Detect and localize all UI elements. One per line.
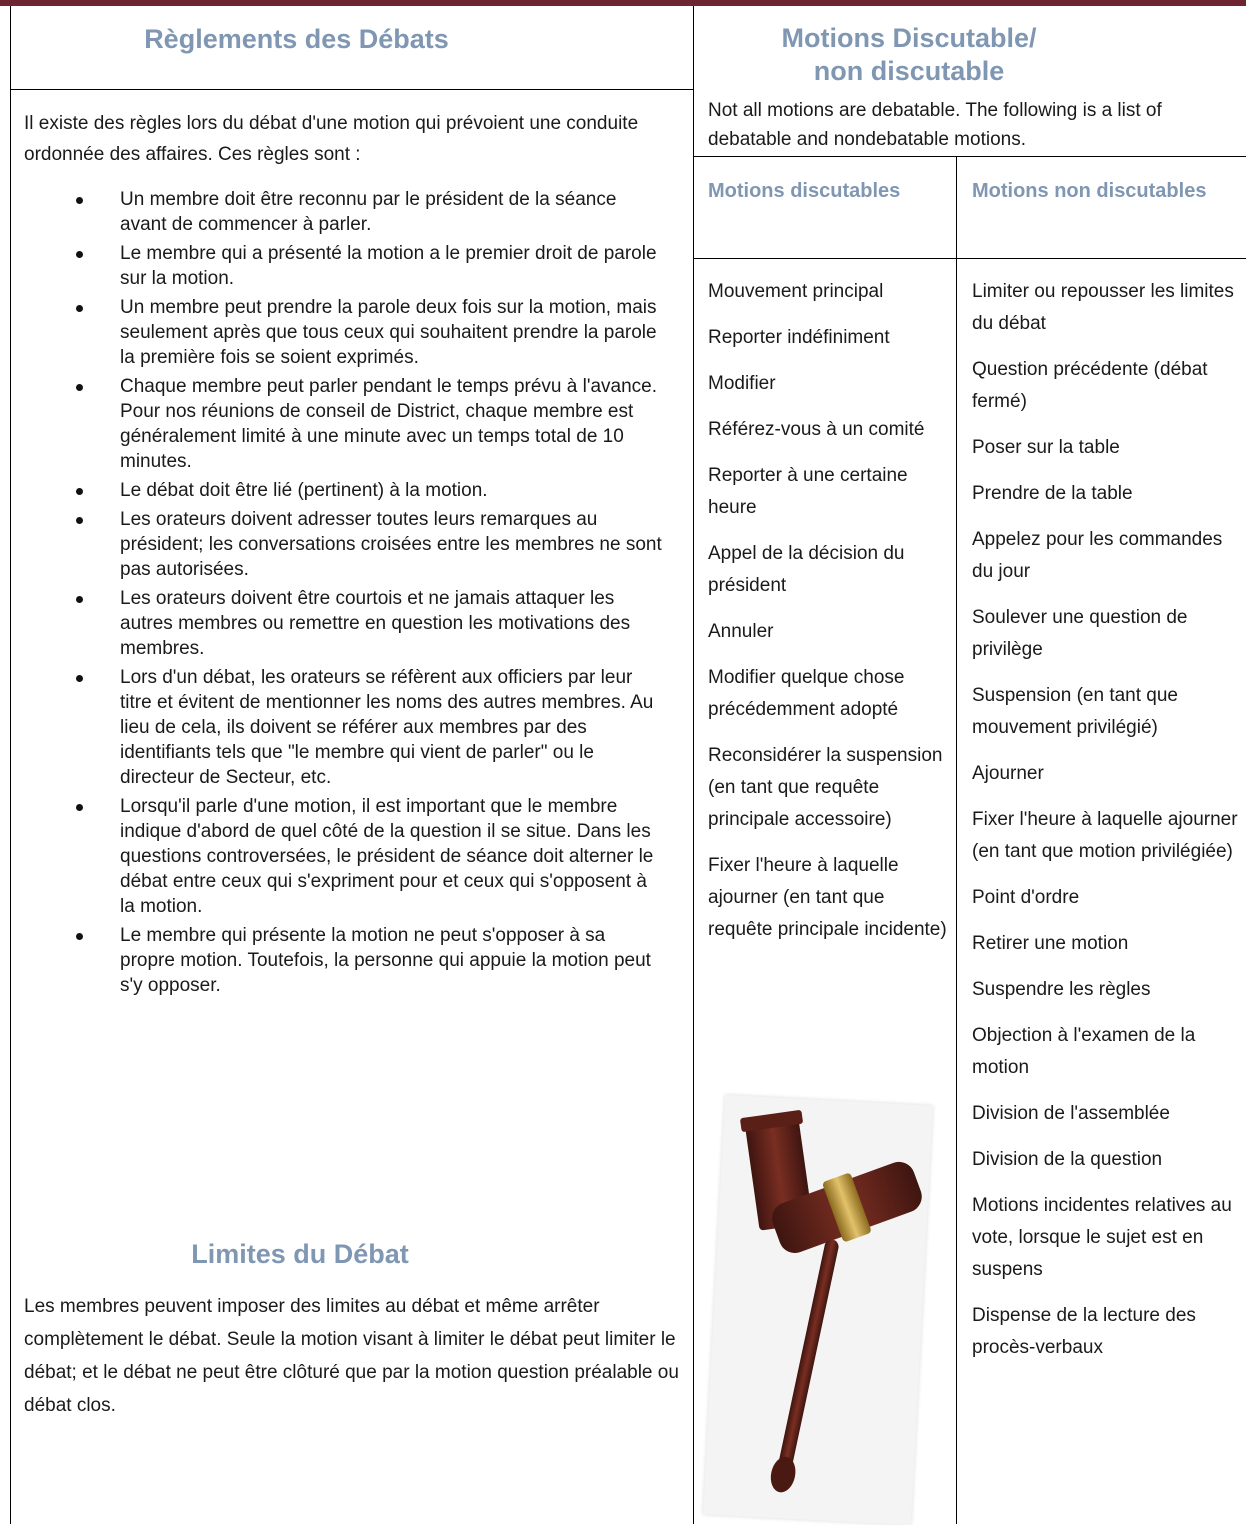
rule-item: [24, 794, 664, 919]
rule-item: [24, 507, 664, 582]
debatable-motion-item: Reporter à une certaine heure: [708, 465, 908, 518]
debatable-motion-item: Référez-vous à un comité: [708, 419, 925, 440]
rule-item: [24, 241, 664, 291]
motions-column-divider: [956, 156, 957, 1524]
nondebatable-motion-item: Question précédente (débat fermé): [972, 359, 1208, 412]
bullet-icon: [76, 933, 83, 940]
gavel-icon: [714, 1100, 924, 1520]
nondebatable-motion-item: Motions incidentes relatives au vote, lorsque le sujet est en suspens: [972, 1195, 1232, 1280]
bullet-icon: [76, 197, 83, 204]
bullet-icon: [76, 488, 83, 495]
nondebatable-motion-item: Poser sur la table: [972, 437, 1120, 458]
nondebatable-header: Motions non discutables: [972, 180, 1207, 202]
rule-text: Un membre doit être reconnu par le président de la séance avant de commencer à parler.: [120, 189, 617, 235]
rule-item: [24, 374, 664, 474]
debatable-motion-item: Reconsidérer la suspension (en tant que requête principale accessoire): [708, 745, 943, 830]
bullet-icon: [76, 596, 83, 603]
bullet-icon: [76, 305, 83, 312]
motions-note: Not all motions are debatable. The following is a list of debatable and nondebatable motions.: [708, 100, 1162, 150]
top-accent-bar: [0, 0, 1246, 6]
nondebatable-motion-item: Appelez pour les commandes du jour: [972, 529, 1223, 582]
column-divider: [693, 6, 694, 1524]
nondebatable-motion-item: Point d'ordre: [972, 887, 1080, 908]
debatable-header: Motions discutables: [708, 180, 901, 202]
nondebatable-motion-item: Retirer une motion: [972, 933, 1129, 954]
nondebatable-list: [972, 276, 1244, 1378]
rule-item: [24, 923, 664, 998]
motions-title-line1: Motions Discutable/: [781, 23, 1037, 53]
debate-rules-title: Règlements des Débats: [144, 24, 449, 54]
rule-item: [24, 187, 664, 237]
motions-header-divider: [693, 258, 1246, 259]
debatable-motion-item: Fixer l'heure à laquelle ajourner (en tant que requête principale incidente): [708, 855, 947, 940]
nondebatable-motion-item: Ajourner: [972, 763, 1044, 784]
bullet-icon: [76, 251, 83, 258]
nondebatable-motion-item: Fixer l'heure à laquelle ajourner (en tant que motion privilégiée): [972, 809, 1238, 862]
table-border-left: [10, 6, 11, 1524]
limits-paragraph: Les membres peuvent imposer des limites au débat et même arrêter complètement le débat. Seule la motion visant à limiter le débat peut limiter le débat; et le débat ne peut être clôturé que par la motion question préalable ou débat clos.: [24, 1296, 679, 1416]
bullet-icon: [76, 517, 83, 524]
nondebatable-motion-item: Dispense de la lecture des procès-verbaux: [972, 1305, 1196, 1358]
motions-title-line2: non discutable: [813, 56, 1005, 86]
rule-text: Les orateurs doivent adresser toutes leurs remarques au président; les conversations croisées entre les membres ne sont pas autorisées.: [120, 509, 662, 580]
nondebatable-motion-item: Suspension (en tant que mouvement privilégié): [972, 685, 1178, 738]
rule-text: Le membre qui a présenté la motion a le premier droit de parole sur la motion.: [120, 243, 657, 289]
rules-list: [24, 187, 664, 1002]
header-divider: [10, 89, 694, 90]
nondebatable-motion-item: Limiter ou repousser les limites du débat: [972, 281, 1234, 334]
rule-text: Chaque membre peut parler pendant le temps prévu à l'avance. Pour nos réunions de conseil de District, chaque membre est généralement limité à une minute avec un temps total de 10 minutes.: [120, 376, 658, 472]
rule-text: Un membre peut prendre la parole deux fois sur la motion, mais seulement après que tous ceux qui souhaitent prendre la parole la première fois se soient exprimés.: [120, 297, 657, 368]
debatable-motion-item: Modifier: [708, 373, 776, 394]
nondebatable-motion-item: Soulever une question de privilège: [972, 607, 1188, 660]
debatable-motion-item: Reporter indéfiniment: [708, 327, 890, 348]
rule-text: Lorsqu'il parle d'une motion, il est important que le membre indique d'abord de quel côté de la question il se situe. Dans les questions controversées, le président de séance doit alterner le débat entre ceux qui s'expriment pour et ceux qui s'opposent à la motion.: [120, 796, 654, 917]
intro-paragraph: Il existe des règles lors du débat d'une motion qui prévoient une conduite ordonnée des affaires. Ces règles sont :: [24, 113, 639, 165]
nondebatable-motion-item: Objection à l'examen de la motion: [972, 1025, 1196, 1078]
debatable-motion-item: Modifier quelque chose précédemment adopté: [708, 667, 905, 720]
nondebatable-motion-item: Prendre de la table: [972, 483, 1133, 504]
debatable-list: [708, 276, 948, 960]
rule-item: [24, 665, 664, 790]
rule-item: [24, 586, 664, 661]
rule-text: Les orateurs doivent être courtois et ne jamais attaquer les autres membres ou remettre en question les motivations des membres.: [120, 588, 631, 659]
nondebatable-motion-item: Division de l'assemblée: [972, 1103, 1170, 1124]
debatable-motion-item: Appel de la décision du président: [708, 543, 905, 596]
motions-title: [694, 22, 1124, 88]
bullet-icon: [76, 384, 83, 391]
rule-text: Le membre qui présente la motion ne peut s'opposer à sa propre motion. Toutefois, la personne qui appuie la motion peut s'y opposer.: [120, 925, 651, 996]
debatable-motion-item: Mouvement principal: [708, 281, 884, 302]
limits-title: Limites du Débat: [191, 1239, 409, 1269]
rule-text: Le débat doit être lié (pertinent) à la motion.: [120, 480, 488, 501]
rule-item: [24, 478, 664, 503]
nondebatable-motion-item: Division de la question: [972, 1149, 1163, 1170]
debatable-motion-item: Annuler: [708, 621, 774, 642]
note-divider: [693, 156, 1246, 157]
bullet-icon: [76, 675, 83, 682]
nondebatable-motion-item: Suspendre les règles: [972, 979, 1151, 1000]
rule-item: [24, 295, 664, 370]
rule-text: Lors d'un débat, les orateurs se réfèrent aux officiers par leur titre et évitent de mentionner les noms des autres membres. Au lieu de cela, ils doivent se référer aux membres par des identifiants tels que "le membre qui vient de parler" ou le directeur de Secteur, etc.: [120, 667, 654, 788]
bullet-icon: [76, 804, 83, 811]
